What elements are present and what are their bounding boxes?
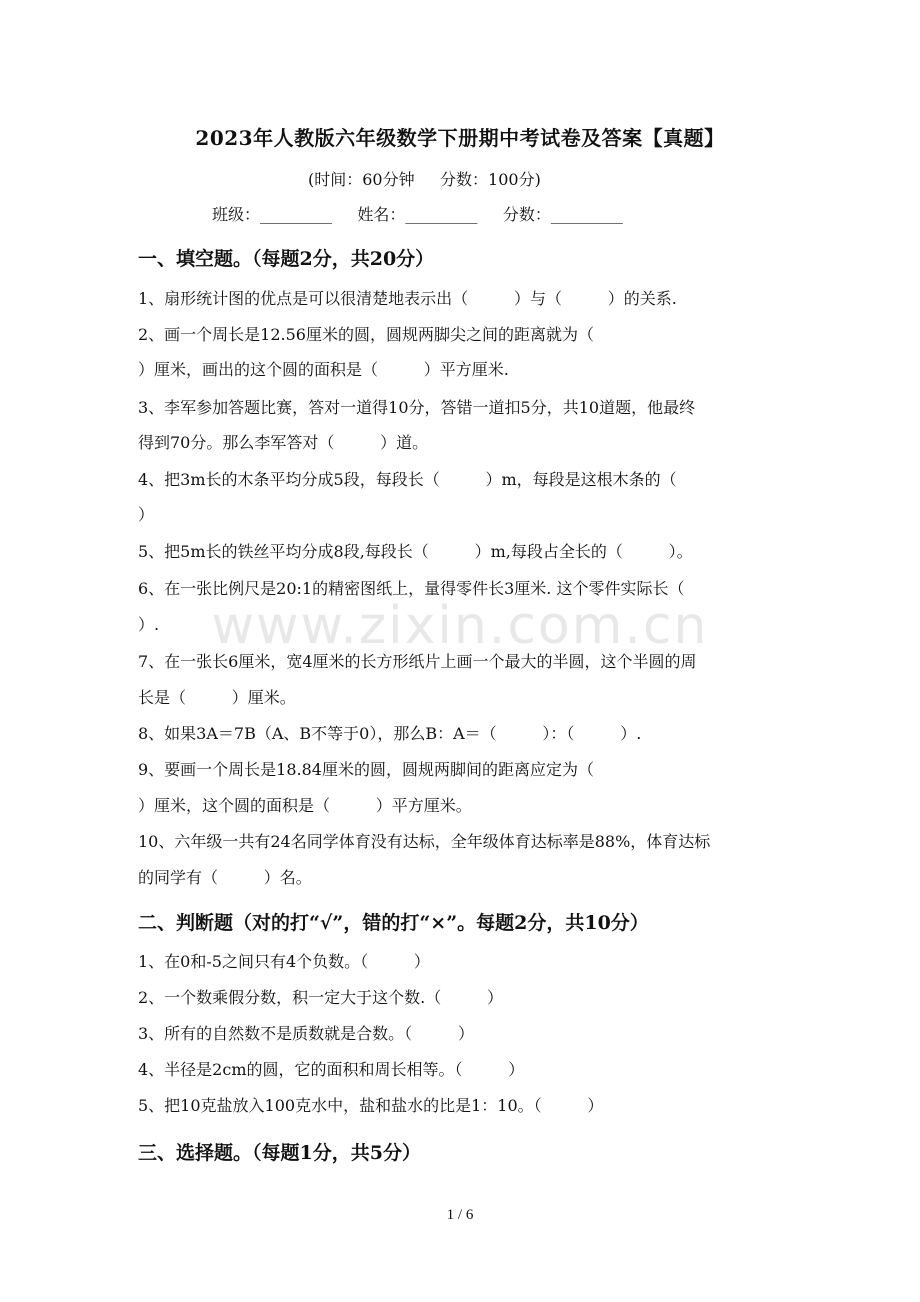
question-line: 5、把5m长的铁丝平均分成8段,每段长（ ）m,每段占全长的（ ）。	[138, 542, 693, 561]
question-line: 1、扇形统计图的优点是可以很清楚地表示出（ ）与（ ）的关系.	[138, 289, 677, 308]
judgement-line: 5、把10克盐放入100克水中，盐和盐水的比是1：10。（ ）	[138, 1096, 604, 1115]
judgement-line: 1、在0和-5之间只有4个负数。（ ）	[138, 952, 430, 971]
judgement-line: 3、所有的自然数不是质数就是合数。（ ）	[138, 1024, 474, 1043]
question-line: ）	[138, 505, 155, 524]
question-line: ）.	[138, 615, 160, 634]
question-line: 3、李军参加答题比赛，答对一道得10分，答错一道扣5分，共10道题，他最终	[138, 398, 696, 417]
question-line: 2、画一个周长是12.56厘米的圆，圆规两脚尖之间的距离就为（	[138, 325, 594, 344]
question-line: 长是（ ）厘米。	[138, 688, 296, 707]
question-line: 4、把3m长的木条平均分成5段，每段长（ ）m，每段是这根木条的（	[138, 470, 677, 489]
question-line: 8、如果3A＝7B（A、B不等于0），那么B：A＝（ ）：（ ）.	[138, 724, 642, 743]
question-line: ）厘米，这个圆的面积是（ ）平方厘米。	[138, 796, 472, 815]
student-info-fields: 班级：_________ 姓名：_________ 分数：_________	[212, 205, 623, 224]
page-number: 1 / 6	[446, 1207, 474, 1223]
exam-title: 2023年人教版六年级数学下册期中考试卷及答案【真题】	[195, 126, 725, 150]
question-line: 7、在一张长6厘米，宽4厘米的长方形纸片上画一个最大的半圆，这个半圆的周	[138, 652, 697, 671]
question-line: ）厘米，画出的这个圆的面积是（ ）平方厘米.	[138, 360, 509, 379]
question-line: 得到70分。那么李军答对（ ）道。	[138, 433, 429, 452]
section-heading-fill-blank: 一、填空题。（每题2分，共20分）	[138, 248, 435, 270]
section-heading-multiple-choice: 三、选择题。（每题1分，共5分）	[138, 1142, 421, 1164]
judgement-line: 4、半径是2cm的圆，它的面积和周长相等。（ ）	[138, 1060, 525, 1079]
question-line: 9、要画一个周长是18.84厘米的圆，圆规两脚间的距离应定为（	[138, 760, 594, 779]
watermark: www.zixin.com.cn	[211, 596, 709, 656]
judgement-line: 2、一个数乘假分数，积一定大于这个数.（ ）	[138, 988, 504, 1007]
question-line: 10、六年级一共有24名同学体育没有达标，全年级体育达标率是88%，体育达标	[138, 832, 711, 851]
time-score-info: (时间：60分钟 分数：100分)	[308, 170, 541, 189]
section-heading-true-false: 二、判断题（对的打“√”，错的打“×”。每题2分，共10分）	[138, 912, 649, 934]
question-line: 的同学有（ ）名。	[138, 868, 312, 887]
question-line: 6、在一张比例尺是20:1的精密图纸上，量得零件长3厘米. 这个零件实际长（	[138, 579, 685, 598]
